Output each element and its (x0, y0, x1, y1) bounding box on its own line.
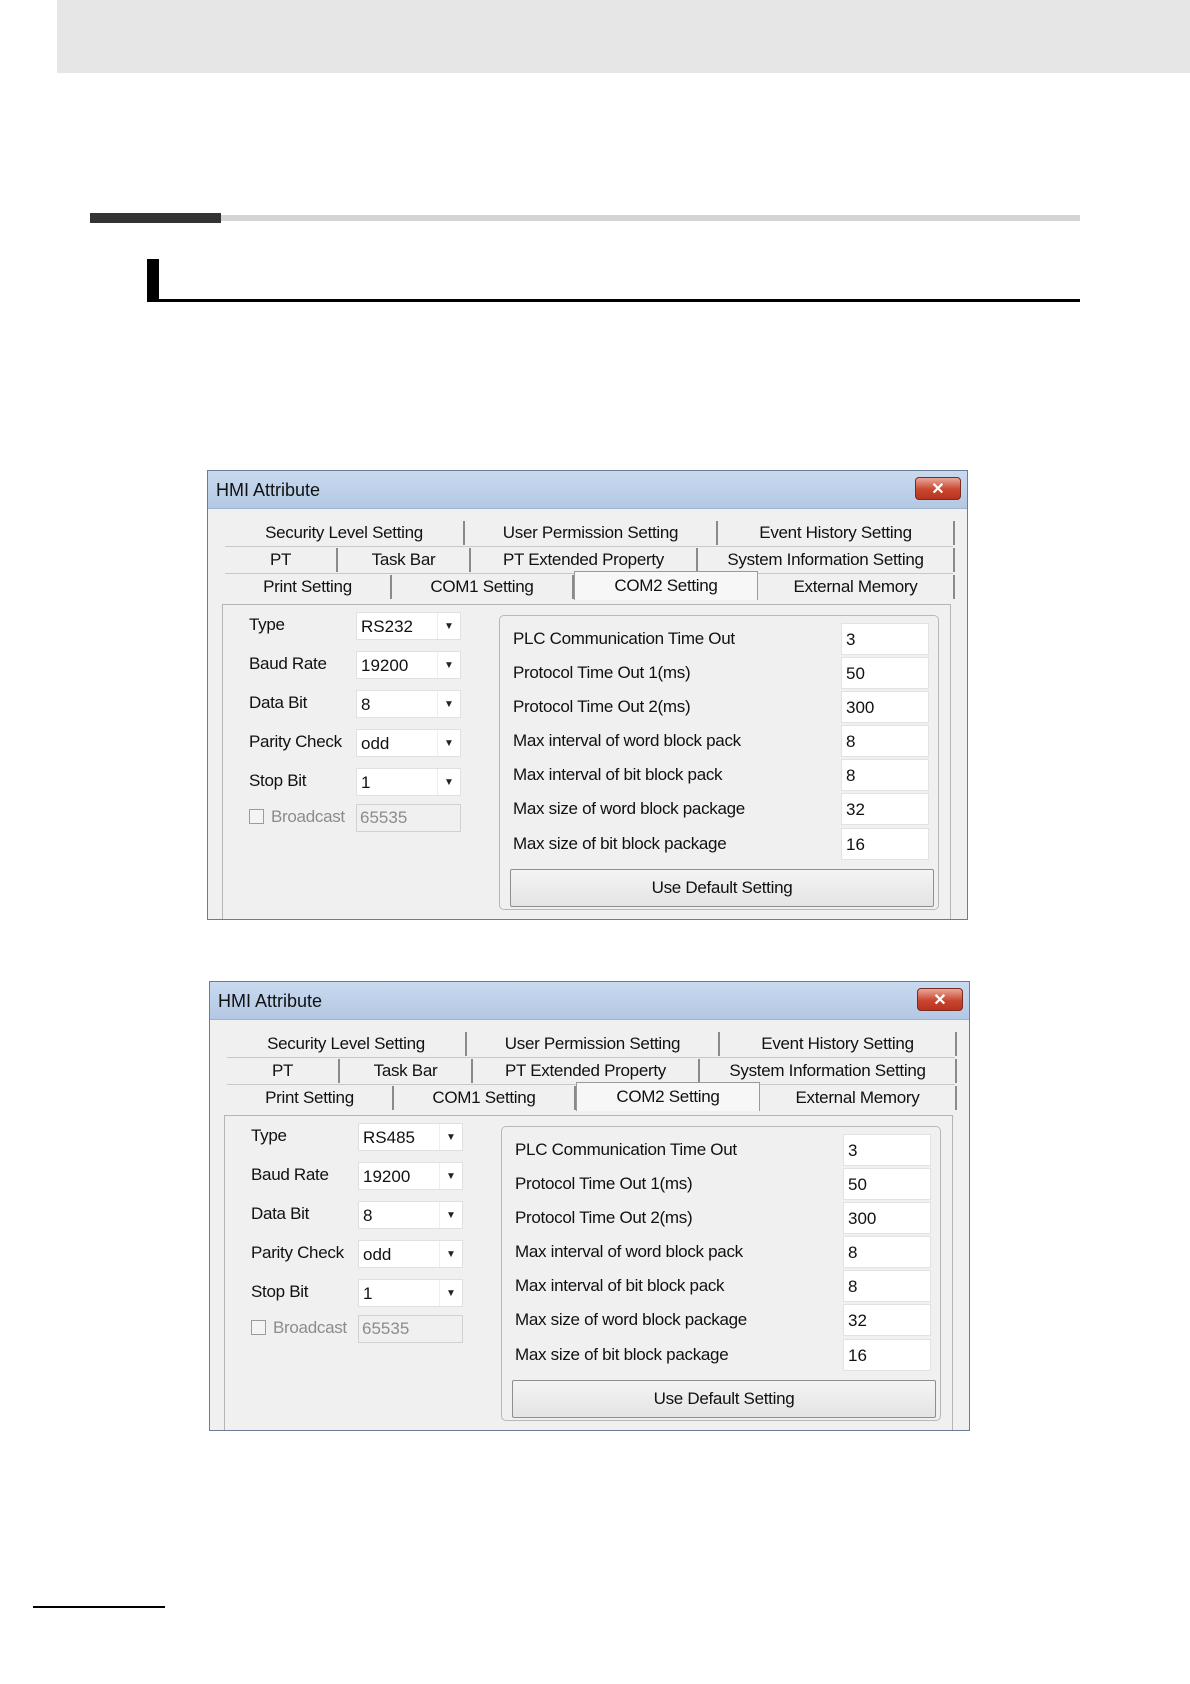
stop-bit-select[interactable]: 1 ▼ (358, 1279, 463, 1307)
tab-row-1 (225, 521, 953, 547)
chevron-down-icon[interactable]: ▼ (439, 1280, 462, 1306)
chevron-down-icon[interactable]: ▼ (439, 1202, 462, 1228)
stop-bit-label: Stop Bit (251, 1282, 309, 1301)
broadcast-label: Broadcast (273, 1318, 347, 1337)
protocol-timeout-1-label: Protocol Time Out 1(ms) (513, 663, 691, 682)
baud-rate-select[interactable]: 19200 ▼ (358, 1162, 463, 1190)
tab-com2-setting[interactable]: COM2 Setting (576, 1082, 760, 1111)
plc-communication-timeout-input[interactable]: 3 (843, 1134, 931, 1166)
tab-pt[interactable]: PT (225, 548, 338, 572)
protocol-timeout-2-label: Protocol Time Out 2(ms) (513, 697, 691, 716)
tab-task-bar[interactable]: Task Bar (340, 1059, 473, 1083)
dialog-title: HMI Attribute (216, 480, 321, 500)
tab-external-memory[interactable]: External Memory (758, 575, 955, 599)
use-default-setting-button[interactable]: Use Default Setting (512, 1380, 936, 1418)
close-icon[interactable]: ✕ (917, 988, 963, 1011)
tab-pt-extended-property[interactable]: PT Extended Property (473, 1059, 700, 1083)
broadcast-label: Broadcast (271, 807, 345, 826)
data-bit-select[interactable]: 8 ▼ (358, 1201, 463, 1229)
parity-check-select[interactable]: odd ▼ (356, 729, 461, 757)
tab-user-permission-setting[interactable]: User Permission Setting (467, 1032, 720, 1056)
tab-row-3 (227, 1086, 955, 1112)
max-interval-bit-block-label: Max interval of bit block pack (513, 765, 723, 784)
protocol-timeout-2-label: Protocol Time Out 2(ms) (515, 1208, 693, 1227)
type-label: Type (249, 615, 285, 634)
tab-com1-setting[interactable]: COM1 Setting (394, 1086, 576, 1110)
baud-rate-label: Baud Rate (249, 654, 327, 673)
protocol-timeout-1-input[interactable]: 50 (841, 657, 929, 689)
broadcast-checkbox[interactable] (249, 809, 264, 824)
data-bit-label: Data Bit (249, 693, 308, 712)
max-size-bit-block-input[interactable]: 16 (843, 1339, 931, 1371)
chevron-down-icon[interactable]: ▼ (437, 769, 460, 795)
timeout-settings-group (499, 615, 939, 910)
subsection-rule (147, 299, 1080, 302)
plc-communication-timeout-label: PLC Communication Time Out (515, 1140, 737, 1159)
max-size-word-block-label: Max size of word block package (515, 1310, 747, 1329)
protocol-timeout-1-input[interactable]: 50 (843, 1168, 931, 1200)
parity-check-label: Parity Check (249, 732, 342, 751)
max-size-bit-block-label: Max size of bit block package (515, 1345, 729, 1364)
tab-external-memory[interactable]: External Memory (760, 1086, 957, 1110)
broadcast-address-field: 65535 (358, 1315, 463, 1343)
tab-system-information-setting[interactable]: System Information Setting (698, 548, 955, 572)
subsection-marker (147, 259, 159, 301)
tab-pt[interactable]: PT (227, 1059, 340, 1083)
chevron-down-icon[interactable]: ▼ (437, 652, 460, 678)
parity-check-select[interactable]: odd ▼ (358, 1240, 463, 1268)
section-divider-accent (90, 213, 221, 223)
tab-print-setting[interactable]: Print Setting (227, 1086, 394, 1110)
chevron-down-icon[interactable]: ▼ (439, 1163, 462, 1189)
baud-rate-label: Baud Rate (251, 1165, 329, 1184)
plc-communication-timeout-input[interactable]: 3 (841, 623, 929, 655)
page-header-band (57, 0, 1190, 73)
tab-system-information-setting[interactable]: System Information Setting (700, 1059, 957, 1083)
type-select[interactable]: RS232 ▼ (356, 612, 461, 640)
section-divider-line (221, 215, 1080, 221)
footer-rule (33, 1606, 165, 1608)
tab-event-history-setting[interactable]: Event History Setting (720, 1032, 957, 1056)
protocol-timeout-1-label: Protocol Time Out 1(ms) (515, 1174, 693, 1193)
max-interval-word-block-input[interactable]: 8 (841, 725, 929, 757)
chevron-down-icon[interactable]: ▼ (439, 1124, 462, 1150)
tab-user-permission-setting[interactable]: User Permission Setting (465, 521, 718, 545)
max-interval-word-block-label: Max interval of word block pack (515, 1242, 743, 1261)
tab-pt-extended-property[interactable]: PT Extended Property (471, 548, 698, 572)
tab-event-history-setting[interactable]: Event History Setting (718, 521, 955, 545)
max-interval-word-block-input[interactable]: 8 (843, 1236, 931, 1268)
tab-com2-setting[interactable]: COM2 Setting (574, 571, 758, 600)
hmi-attribute-dialog-rs485 (209, 981, 970, 1431)
dialog-titlebar (210, 982, 969, 1020)
max-size-word-block-label: Max size of word block package (513, 799, 745, 818)
max-size-word-block-input[interactable]: 32 (843, 1304, 931, 1336)
chevron-down-icon[interactable]: ▼ (437, 691, 460, 717)
parity-check-label: Parity Check (251, 1243, 344, 1262)
hmi-attribute-dialog-rs232 (207, 470, 968, 920)
stop-bit-label: Stop Bit (249, 771, 307, 790)
tab-row-3 (225, 575, 953, 601)
max-interval-word-block-label: Max interval of word block pack (513, 731, 741, 750)
max-size-word-block-input[interactable]: 32 (841, 793, 929, 825)
chevron-down-icon[interactable]: ▼ (437, 613, 460, 639)
tab-com1-setting[interactable]: COM1 Setting (392, 575, 574, 599)
protocol-timeout-2-input[interactable]: 300 (843, 1202, 931, 1234)
data-bit-select[interactable]: 8 ▼ (356, 690, 461, 718)
max-interval-bit-block-input[interactable]: 8 (843, 1270, 931, 1302)
chevron-down-icon[interactable]: ▼ (439, 1241, 462, 1267)
data-bit-label: Data Bit (251, 1204, 310, 1223)
timeout-settings-group (501, 1126, 941, 1421)
tab-task-bar[interactable]: Task Bar (338, 548, 471, 572)
max-interval-bit-block-input[interactable]: 8 (841, 759, 929, 791)
tab-security-level-setting[interactable]: Security Level Setting (225, 521, 465, 545)
type-label: Type (251, 1126, 287, 1145)
dialog-title: HMI Attribute (218, 991, 323, 1011)
stop-bit-select[interactable]: 1 ▼ (356, 768, 461, 796)
broadcast-address-field: 65535 (356, 804, 461, 832)
com2-setting-panel (222, 604, 951, 920)
com2-setting-panel (224, 1115, 953, 1431)
tab-row-1 (227, 1032, 955, 1058)
tab-print-setting[interactable]: Print Setting (225, 575, 392, 599)
use-default-setting-button[interactable]: Use Default Setting (510, 869, 934, 907)
protocol-timeout-2-input[interactable]: 300 (841, 691, 929, 723)
chevron-down-icon[interactable]: ▼ (437, 730, 460, 756)
tab-security-level-setting[interactable]: Security Level Setting (227, 1032, 467, 1056)
plc-communication-timeout-label: PLC Communication Time Out (513, 629, 735, 648)
max-size-bit-block-input[interactable]: 16 (841, 828, 929, 860)
dialog-titlebar (208, 471, 967, 509)
max-interval-bit-block-label: Max interval of bit block pack (515, 1276, 725, 1295)
max-size-bit-block-label: Max size of bit block package (513, 834, 727, 853)
baud-rate-select[interactable]: 19200 ▼ (356, 651, 461, 679)
type-select[interactable]: RS485 ▼ (358, 1123, 463, 1151)
section-divider (90, 213, 1080, 223)
close-icon[interactable]: ✕ (915, 477, 961, 500)
broadcast-checkbox[interactable] (251, 1320, 266, 1335)
